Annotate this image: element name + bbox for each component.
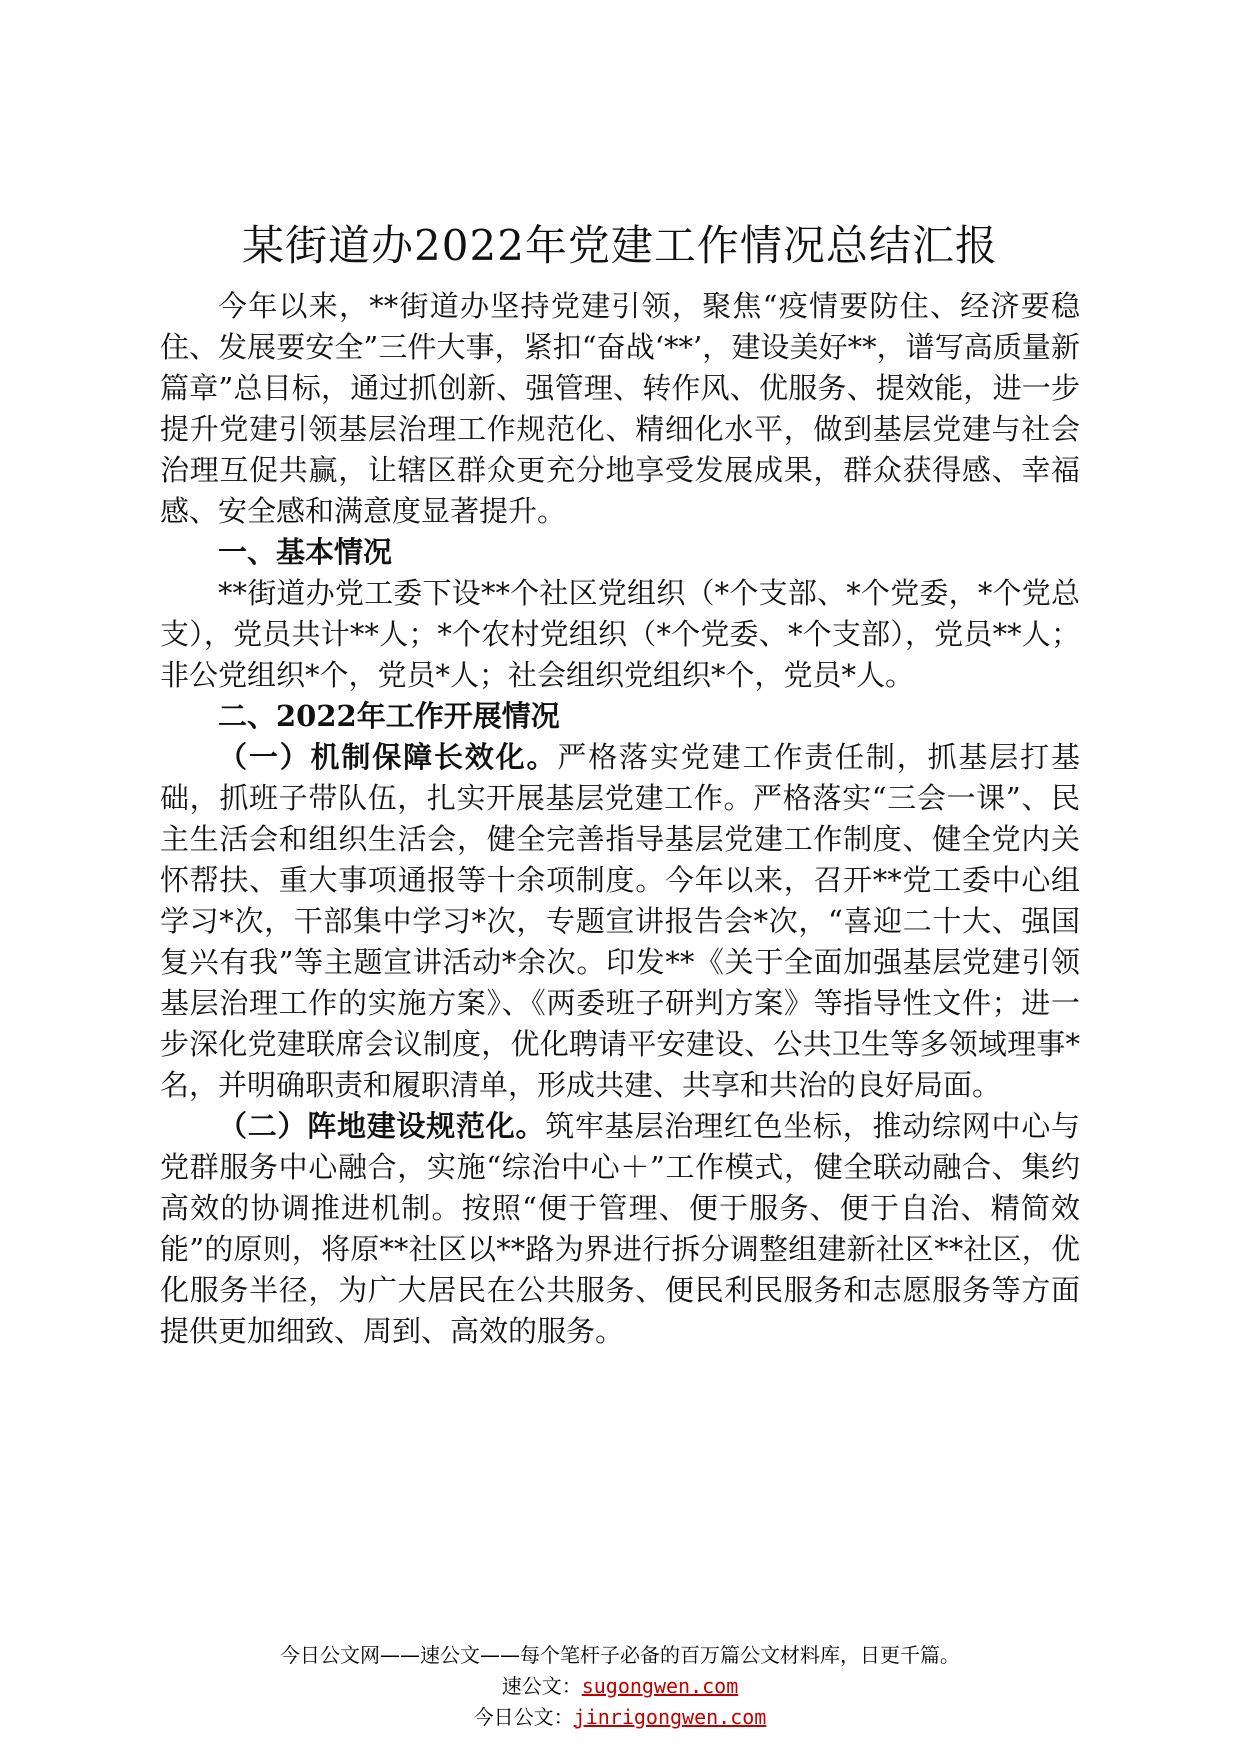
item-mechanism-text: 严格落实党建工作责任制，抓基层打基础，抓班子带队伍，扎实开展基层党建工作。严格落实“三会一课”、民主生活会和组织生活会，健全完善指导基层党建工作制度、健全党内关怀帮扶、重大事项通报等十余项制度。今年以来，召开**党工委中心组学习*次，干部集中学习*次，专题宣讲报告会*次，“喜迎二十大、强国复兴有我”等主题宣讲活动*余次。印发**《关于全面加强基层党建引领基层治理工作的实施方案》、《两委班子研判方案》等指导性文件；进一步深化党建联席会议制度，优化聘请平安建设、公共卫生等多领域理事*名，并明确职责和履职清单，形成共建、共享和共治的良好局面。 [160, 740, 1080, 1102]
footer-slogan: 今日公文网——速公文——每个笔杆子必备的百万篇公文材料库，日更千篇。 [280, 1643, 960, 1667]
footer-line-sugongwen [0, 1671, 1240, 1702]
item-position-text: 筑牢基层治理红色坐标，推动综网中心与党群服务中心融合，实施“综治中心＋”工作模式，健全联动融合、集约高效的协调推进机制。按照“便于管理、便于服务、便于自治、精简效能”的原则，将原**社区以**路为界进行拆分调整组建新社区**社区，优化服务半径，为广大居民在公共服务、便民利民服务和志愿服务等方面提供更加细致、周到、高效的服务。 [160, 1109, 1080, 1348]
document-title: 某街道办2022年党建工作情况总结汇报 [242, 221, 998, 270]
document-body [160, 286, 1080, 1352]
item-position-lead: （二）阵地建设规范化。 [218, 1109, 546, 1143]
section-heading-2022-work: 二、2022年工作开展情况 [218, 699, 560, 733]
intro-paragraph: 今年以来，**街道办坚持党建引领，聚焦“疫情要防住、经济要稳住、发展要安全”三件大事，紧扣“奋战‘**’，建设美好**，谱写高质量新篇章”总目标，通过抓创新、强管理、转作风、优服务、提效能，进一步提升党建引领基层治理工作规范化、精细化水平，做到基层党建与社会治理互促共赢，让辖区群众更充分地享受发展成果，群众获得感、幸福感、安全感和满意度显著提升。 [160, 289, 1080, 528]
footer-sugongwen-link[interactable]: sugongwen.com [581, 1674, 739, 1698]
footer-jinrigongwen-label: 今日公文： [473, 1705, 574, 1729]
item-mechanism-lead: （一）机制保障长效化。 [218, 740, 558, 774]
basic-situation-paragraph: **街道办党工委下设**个社区党组织（*个支部、*个党委，*个党总支），党员共计**人；*个农村党组织（*个党委、*个支部），党员**人；非公党组织*个，党员*人；社会组织党组织*个，党员*人。 [160, 576, 1080, 692]
section-heading-basic: 一、基本情况 [218, 535, 393, 569]
footer-line-jinrigongwen [0, 1702, 1240, 1733]
item-position-paragraph [160, 1106, 1080, 1352]
item-mechanism-paragraph [160, 737, 1080, 1106]
footer-jinrigongwen-link[interactable]: jinrigongwen.com [573, 1705, 767, 1729]
footer-sugongwen-label: 速公文： [501, 1674, 582, 1698]
page-footer [0, 1640, 1240, 1733]
